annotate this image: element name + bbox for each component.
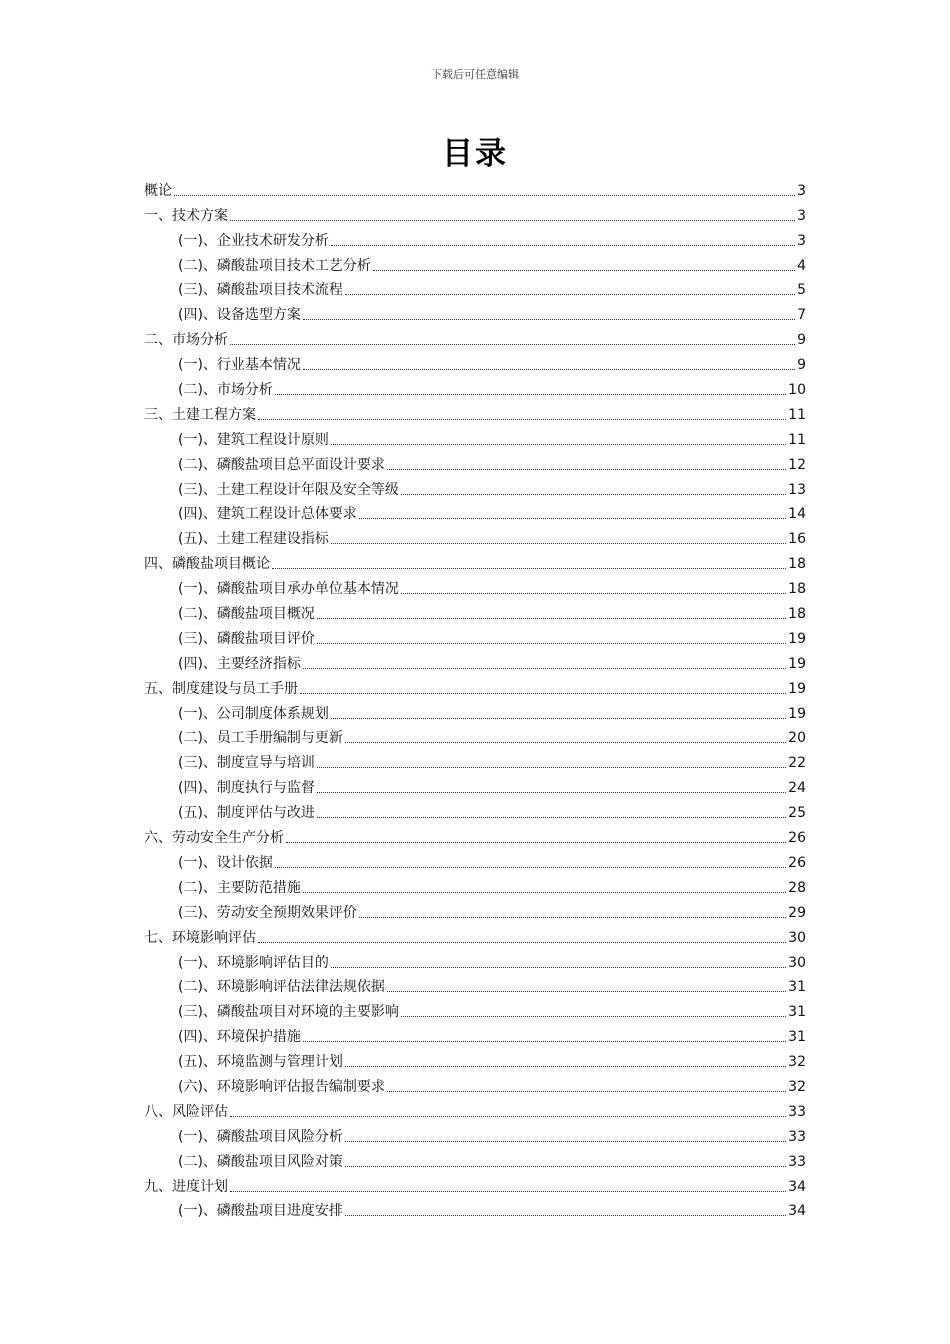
- toc-entry-label: (四)、设备选型方案: [178, 307, 301, 324]
- toc-dot-leader: [230, 220, 795, 221]
- toc-entry-label: (四)、环境保护措施: [178, 1029, 301, 1046]
- toc-entry-page-number: 18: [788, 606, 806, 623]
- toc-dot-leader: [331, 967, 786, 968]
- toc-entry[interactable]: [144, 972, 806, 997]
- toc-entry-page-number: 29: [788, 904, 806, 921]
- toc-entry-page-number: 32: [788, 1078, 806, 1095]
- toc-dot-leader: [345, 1215, 786, 1216]
- toc-dot-leader: [331, 444, 786, 445]
- toc-entry-label: (三)、磷酸盐项目对环境的主要影响: [178, 1004, 399, 1021]
- toc-entry-label: 一、技术方案: [144, 207, 228, 224]
- toc-entry-page-number: 25: [788, 805, 806, 822]
- toc-dot-leader: [303, 319, 795, 320]
- toc-entry[interactable]: [144, 897, 806, 922]
- toc-dot-leader: [331, 245, 795, 246]
- toc-entry-page-number: 33: [788, 1153, 806, 1170]
- toc-dot-leader: [303, 1041, 786, 1042]
- toc-dot-leader: [317, 643, 786, 644]
- toc-entry-page-number: 4: [797, 257, 806, 274]
- toc-dot-leader: [230, 1116, 786, 1117]
- toc-entry-label: (五)、制度评估与改进: [178, 805, 315, 822]
- toc-entry-page-number: 9: [797, 332, 806, 349]
- toc-entry[interactable]: [144, 1071, 806, 1096]
- toc-dot-leader: [230, 1191, 786, 1192]
- toc-entry-label: (二)、环境影响评估法律法规依据: [178, 979, 385, 996]
- toc-entry-label: (三)、劳动安全预期效果评价: [178, 904, 357, 921]
- toc-entry-page-number: 9: [797, 357, 806, 374]
- page-header: 下载后可任意编辑: [431, 68, 519, 81]
- toc-entry[interactable]: [144, 673, 806, 698]
- toc-entry[interactable]: [144, 324, 806, 349]
- toc-entry[interactable]: [144, 1171, 806, 1196]
- toc-entry[interactable]: [144, 299, 806, 324]
- toc-entry-page-number: 30: [788, 954, 806, 971]
- toc-dot-leader: [317, 792, 786, 793]
- toc-dot-leader: [258, 942, 786, 943]
- toc-entry-page-number: 13: [788, 481, 806, 498]
- toc-entry-label: (六)、环境影响评估报告编制要求: [178, 1078, 385, 1095]
- toc-entry[interactable]: [144, 847, 806, 872]
- toc-entry[interactable]: [144, 573, 806, 598]
- toc-entry-page-number: 31: [788, 1029, 806, 1046]
- toc-dot-leader: [317, 767, 786, 768]
- toc-dot-leader: [230, 344, 795, 345]
- toc-dot-leader: [303, 668, 786, 669]
- toc-entry-page-number: 10: [788, 382, 806, 399]
- toc-entry-page-number: 30: [788, 929, 806, 946]
- toc-dot-leader: [359, 917, 786, 918]
- toc-entry-label: (二)、市场分析: [178, 382, 273, 399]
- toc-entry[interactable]: [144, 947, 806, 972]
- toc-entry-label: (一)、环境影响评估目的: [178, 954, 329, 971]
- toc-entry-label: 九、进度计划: [144, 1178, 228, 1195]
- table-of-contents: [144, 175, 806, 1220]
- toc-entry-label: (四)、主要经济指标: [178, 655, 301, 672]
- toc-entry-page-number: 34: [788, 1203, 806, 1220]
- toc-entry-page-number: 33: [788, 1103, 806, 1120]
- toc-dot-leader: [317, 618, 786, 619]
- toc-dot-leader: [272, 568, 786, 569]
- toc-entry-page-number: 7: [797, 307, 806, 324]
- toc-entry-page-number: 31: [788, 979, 806, 996]
- toc-entry[interactable]: [144, 1021, 806, 1046]
- toc-dot-leader: [317, 817, 786, 818]
- toc-entry[interactable]: [144, 449, 806, 474]
- toc-dot-leader: [373, 270, 795, 271]
- toc-entry-label: (一)、磷酸盐项目进度安排: [178, 1203, 343, 1220]
- toc-entry-page-number: 12: [788, 456, 806, 473]
- toc-entry[interactable]: [144, 1096, 806, 1121]
- toc-entry-page-number: 19: [788, 705, 806, 722]
- toc-entry-label: (三)、磷酸盐项目技术流程: [178, 282, 343, 299]
- toc-entry[interactable]: [144, 623, 806, 648]
- toc-entry[interactable]: [144, 747, 806, 772]
- toc-dot-leader: [345, 742, 786, 743]
- toc-entry[interactable]: [144, 374, 806, 399]
- toc-entry[interactable]: [144, 996, 806, 1021]
- toc-entry[interactable]: [144, 648, 806, 673]
- toc-entry-label: (一)、公司制度体系规划: [178, 705, 329, 722]
- toc-dot-leader: [387, 1091, 786, 1092]
- toc-entry-label: (五)、环境监测与管理计划: [178, 1054, 343, 1071]
- toc-entry-page-number: 14: [788, 506, 806, 523]
- toc-entry-page-number: 11: [788, 406, 806, 423]
- toc-entry-label: (三)、磷酸盐项目评价: [178, 630, 315, 647]
- toc-entry[interactable]: [144, 723, 806, 748]
- toc-entry-label: 六、劳动安全生产分析: [144, 830, 284, 847]
- page-title: 目录: [442, 136, 508, 172]
- toc-entry[interactable]: [144, 523, 806, 548]
- toc-entry[interactable]: [144, 250, 806, 275]
- toc-entry-page-number: 3: [797, 207, 806, 224]
- toc-entry[interactable]: [144, 598, 806, 623]
- toc-entry-label: (一)、企业技术研发分析: [178, 232, 329, 249]
- toc-dot-leader: [331, 543, 786, 544]
- toc-entry-label: (二)、员工手册编制与更新: [178, 730, 343, 747]
- toc-entry-label: 三、土建工程方案: [144, 406, 256, 423]
- toc-entry-label: 四、磷酸盐项目概论: [144, 556, 270, 573]
- toc-entry-label: (一)、行业基本情况: [178, 357, 301, 374]
- toc-entry-page-number: 26: [788, 830, 806, 847]
- toc-entry-label: (二)、主要防范措施: [178, 879, 301, 896]
- toc-dot-leader: [286, 842, 786, 843]
- toc-entry-page-number: 5: [797, 282, 806, 299]
- toc-entry[interactable]: [144, 474, 806, 499]
- toc-dot-leader: [303, 369, 795, 370]
- toc-entry-label: (四)、建筑工程设计总体要求: [178, 506, 357, 523]
- toc-entry[interactable]: [144, 922, 806, 947]
- toc-dot-leader: [401, 593, 786, 594]
- toc-entry-page-number: 18: [788, 556, 806, 573]
- toc-entry-page-number: 22: [788, 755, 806, 772]
- toc-entry-page-number: 16: [788, 531, 806, 548]
- toc-entry[interactable]: [144, 424, 806, 449]
- toc-entry-page-number: 11: [788, 431, 806, 448]
- toc-entry-page-number: 34: [788, 1178, 806, 1195]
- toc-dot-leader: [401, 494, 786, 495]
- toc-entry-page-number: 3: [797, 232, 806, 249]
- toc-entry[interactable]: [144, 399, 806, 424]
- toc-dot-leader: [345, 1141, 786, 1142]
- toc-dot-leader: [275, 394, 786, 395]
- toc-entry[interactable]: [144, 872, 806, 897]
- toc-entry[interactable]: [144, 225, 806, 250]
- toc-entry-label: (一)、磷酸盐项目承办单位基本情况: [178, 581, 399, 598]
- toc-entry[interactable]: [144, 1196, 806, 1221]
- toc-entry-page-number: 19: [788, 630, 806, 647]
- toc-entry-label: (一)、磷酸盐项目风险分析: [178, 1128, 343, 1145]
- toc-entry-label: (一)、设计依据: [178, 854, 273, 871]
- toc-entry-label: (二)、磷酸盐项目技术工艺分析: [178, 257, 371, 274]
- toc-entry-label: 五、制度建设与员工手册: [144, 680, 298, 697]
- toc-entry-page-number: 18: [788, 581, 806, 598]
- toc-dot-leader: [345, 294, 795, 295]
- toc-entry-page-number: 19: [788, 680, 806, 697]
- toc-entry-label: 七、环境影响评估: [144, 929, 256, 946]
- toc-entry-label: (五)、土建工程建设指标: [178, 531, 329, 548]
- toc-entry[interactable]: [144, 822, 806, 847]
- toc-entry[interactable]: [144, 349, 806, 374]
- toc-entry-page-number: 26: [788, 854, 806, 871]
- toc-entry-page-number: 24: [788, 780, 806, 797]
- toc-entry-label: (二)、磷酸盐项目风险对策: [178, 1153, 343, 1170]
- toc-entry-label: (三)、制度宣导与培训: [178, 755, 315, 772]
- toc-dot-leader: [174, 195, 795, 196]
- toc-dot-leader: [345, 1166, 786, 1167]
- toc-dot-leader: [303, 892, 786, 893]
- toc-entry[interactable]: [144, 1146, 806, 1171]
- toc-entry[interactable]: [144, 275, 806, 300]
- toc-entry[interactable]: [144, 698, 806, 723]
- toc-entry-label: 二、市场分析: [144, 332, 228, 349]
- toc-entry-label: (三)、土建工程设计年限及安全等级: [178, 481, 399, 498]
- toc-entry[interactable]: [144, 1046, 806, 1071]
- toc-dot-leader: [331, 718, 786, 719]
- toc-dot-leader: [359, 518, 786, 519]
- toc-entry[interactable]: [144, 797, 806, 822]
- toc-dot-leader: [401, 1016, 786, 1017]
- toc-entry-label: (四)、制度执行与监督: [178, 780, 315, 797]
- toc-entry-label: 八、风险评估: [144, 1103, 228, 1120]
- toc-dot-leader: [275, 867, 786, 868]
- toc-entry-page-number: 3: [797, 182, 806, 199]
- toc-entry[interactable]: [144, 1121, 806, 1146]
- toc-entry[interactable]: [144, 499, 806, 524]
- toc-entry-page-number: 20: [788, 730, 806, 747]
- toc-entry-page-number: 33: [788, 1128, 806, 1145]
- toc-entry-page-number: 19: [788, 655, 806, 672]
- toc-dot-leader: [387, 991, 786, 992]
- toc-entry[interactable]: [144, 548, 806, 573]
- toc-entry-page-number: 28: [788, 879, 806, 896]
- toc-dot-leader: [300, 693, 786, 694]
- toc-entry[interactable]: [144, 772, 806, 797]
- toc-entry-label: (一)、建筑工程设计原则: [178, 431, 329, 448]
- toc-entry-label: 概论: [144, 182, 172, 199]
- toc-dot-leader: [258, 419, 786, 420]
- toc-entry-label: (二)、磷酸盐项目总平面设计要求: [178, 456, 385, 473]
- toc-entry-page-number: 32: [788, 1054, 806, 1071]
- toc-dot-leader: [387, 469, 786, 470]
- toc-entry-label: (二)、磷酸盐项目概况: [178, 606, 315, 623]
- toc-entry[interactable]: [144, 175, 806, 200]
- toc-dot-leader: [345, 1066, 786, 1067]
- toc-entry[interactable]: [144, 200, 806, 225]
- toc-entry-page-number: 31: [788, 1004, 806, 1021]
